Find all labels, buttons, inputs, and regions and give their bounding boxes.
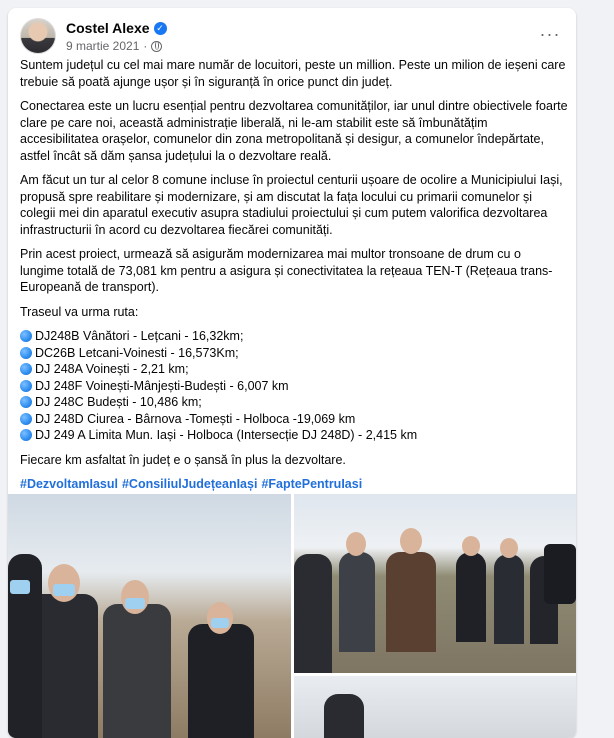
post-header: [20, 18, 564, 58]
paragraph: Conectarea este un lucru esențial pentru dezvoltarea comunităților, iar unul dintre obiectivele foarte clare pe care noi, această administrație liberală, ni le-am stabilit este să îmbunătățim accesibilitatea orașelor, comunelor din zona metropolitană și desigur, a comunelor îndepărtate, astfel încât să dăm șansa județului la o dezvoltare reală.: [20, 99, 568, 163]
hashtag-link[interactable]: #DezvoltamIasul: [20, 477, 118, 491]
post-text: [20, 57, 568, 493]
face-mask: [10, 580, 30, 594]
photo-grid: [8, 494, 576, 738]
blue-circle-icon: [20, 429, 32, 441]
route-text: DJ248B Vânători - Lețcani - 16,32km;: [35, 329, 244, 343]
blue-circle-icon: [20, 330, 32, 342]
blue-circle-icon: [20, 396, 32, 408]
globe-icon[interactable]: [151, 41, 162, 52]
route-text: DJ 248A Voinești - 2,21 km;: [35, 362, 189, 376]
person-head: [346, 532, 366, 556]
route-text: DJ 248C Budești - 10,486 km;: [35, 395, 202, 409]
person-figure: [103, 604, 171, 738]
blue-circle-icon: [20, 347, 32, 359]
post-date[interactable]: 9 martie 2021: [66, 39, 140, 53]
route-item: [20, 411, 568, 428]
person-figure: [188, 624, 254, 738]
paragraph: Am făcut un tur al celor 8 comune incluse în proiectul centurii ușoare de ocolire a Municipiului Iași, propusă spre reabilitare și modernizare, și am discutat la fața locului cu primarii comunelor și colegii mei din aparatul executiv asupra stadiului proiectului și cum putem valorifica dezvoltarea infrastructurii în acord cu dezvoltarea fiecărei comunități.: [20, 173, 563, 237]
person-head: [48, 564, 80, 602]
post-photo[interactable]: [8, 494, 291, 738]
route-item: [20, 427, 568, 444]
paragraph: Prin acest proiect, urmează să asigurăm modernizarea mai multor tronsoane de drum cu o lungime totală de 73,081 km pentru a asigura și conectivitatea la rețeaua TEN-T (Rețeaua trans-Europeană de transport).: [20, 247, 553, 294]
face-mask: [53, 584, 75, 596]
route-item: [20, 328, 568, 345]
post-photo[interactable]: [294, 494, 576, 673]
paragraph: Suntem județul cu cel mai mare număr de locuitori, peste un million. Peste un milion de ieșeni care trebuie să poată ajunge ușor și în siguranță în orice punct din județ.: [20, 58, 566, 89]
blue-circle-icon: [20, 413, 32, 425]
route-item: [20, 345, 568, 362]
person-figure: [324, 694, 364, 738]
hashtag-link[interactable]: #ConsiliulJudețeanIași: [121, 477, 258, 491]
post-card: [8, 8, 576, 738]
route-item: [20, 378, 568, 395]
author-name[interactable]: Costel Alexe: [66, 20, 150, 36]
route-item: [20, 394, 568, 411]
hashtag-link[interactable]: #FaptePentruIasi: [261, 477, 363, 491]
hashtag-row: [20, 476, 568, 493]
route-text: DJ 248F Voinești-Mânjești-Budești - 6,007 km: [35, 378, 289, 393]
person-figure: [339, 552, 375, 652]
route-item: [20, 361, 568, 378]
person-figure: [494, 554, 524, 644]
car: [544, 544, 576, 604]
person-figure: [294, 554, 332, 673]
blue-circle-icon: [20, 380, 32, 392]
person-head: [462, 536, 480, 556]
route-intro: Traseul va urma ruta:: [20, 304, 139, 319]
post-photo[interactable]: [294, 676, 576, 738]
person-figure: [456, 552, 486, 642]
closing-line: Fiecare km asfaltat în județ e o șansă în plus la dezvoltare.: [20, 452, 346, 467]
route-text: DJ 249 A Limita Mun. Iași - Holboca (Intersecție DJ 248D) - 2,415 km: [35, 428, 418, 442]
route-text: DJ 248D Ciurea - Bârnova -Tomești - Holboca -19,069 km: [35, 411, 356, 426]
face-mask: [211, 618, 229, 628]
more-options-button[interactable]: ···: [539, 23, 561, 44]
face-mask: [125, 598, 145, 609]
route-text: DC26B Letcani-Voinesti - 16,573Km;: [35, 345, 239, 360]
author-avatar[interactable]: [20, 18, 56, 54]
blue-circle-icon: [20, 363, 32, 375]
post-meta: [66, 39, 162, 53]
verified-badge-icon: ✓: [154, 22, 167, 35]
person-head: [400, 528, 422, 554]
person-head: [500, 538, 518, 558]
route-list: [20, 328, 568, 444]
person-figure: [386, 552, 436, 652]
meta-separator: ·: [143, 39, 148, 53]
author-name-row: [66, 20, 167, 36]
